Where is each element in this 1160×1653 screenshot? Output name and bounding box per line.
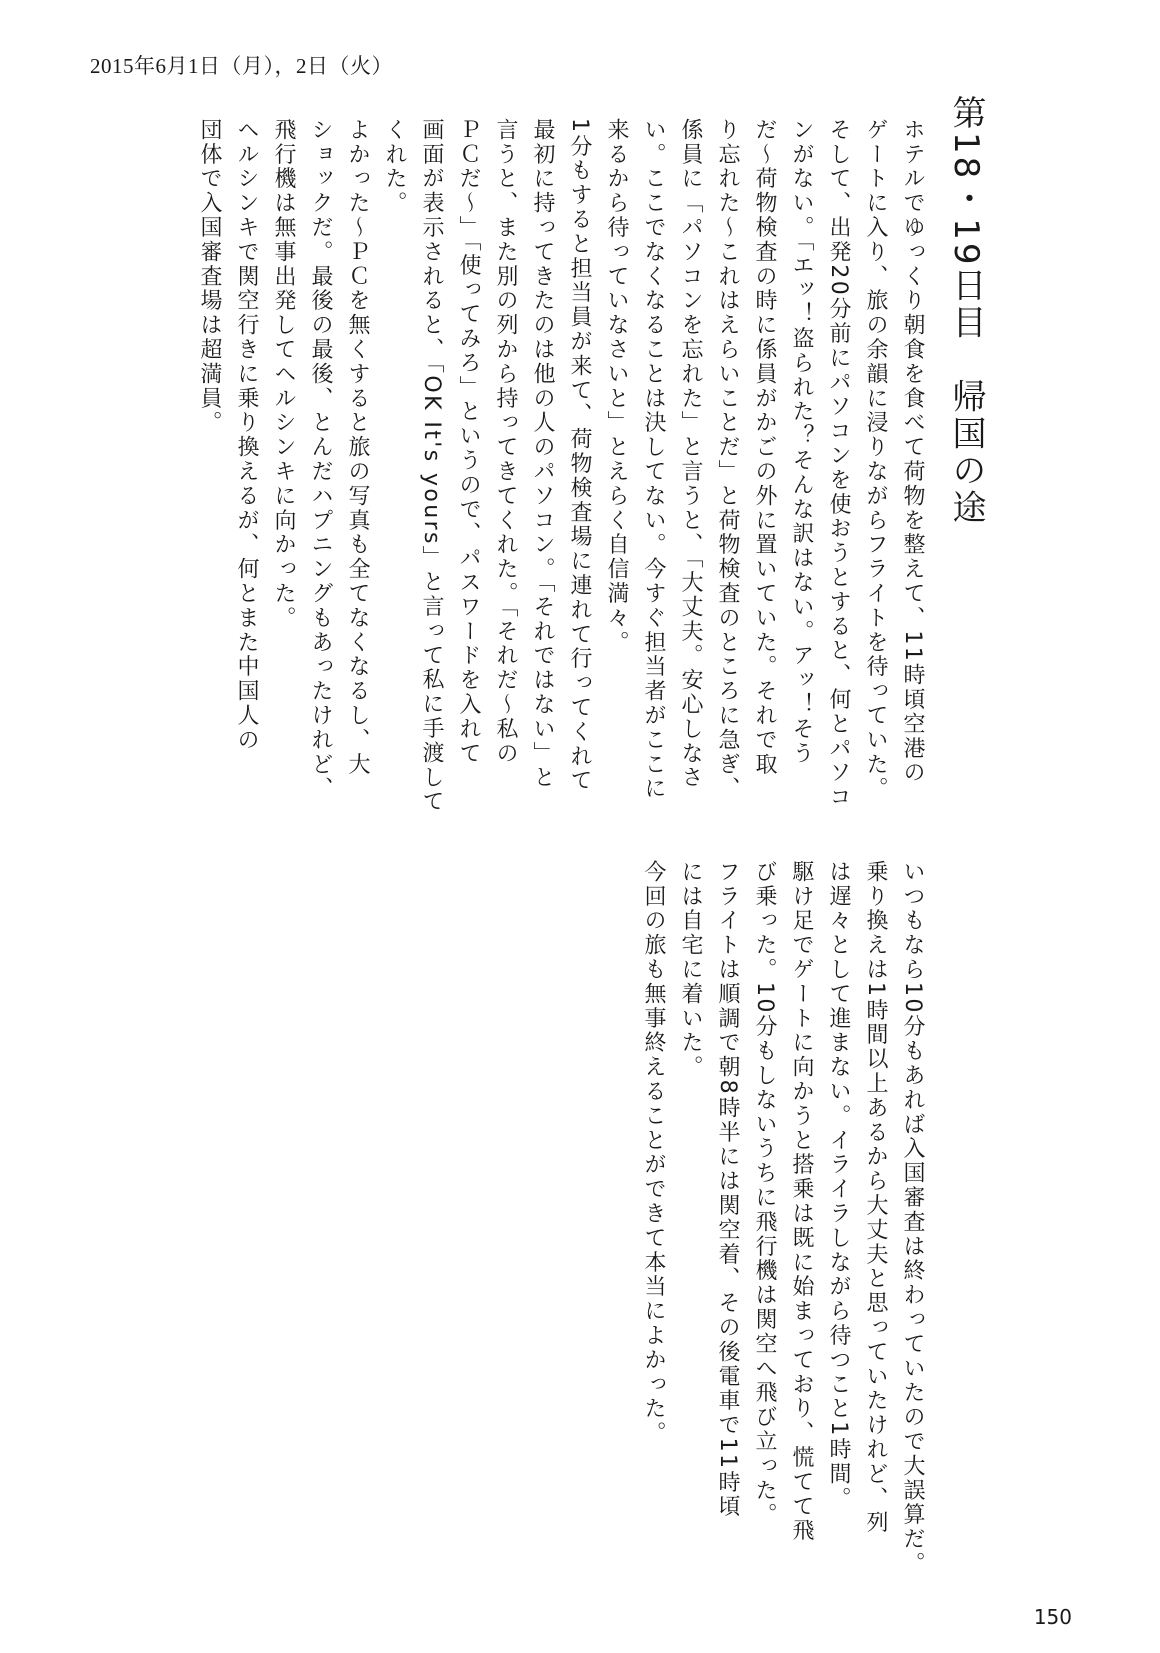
text-line: 画面が表示されると、「OK It's yours」と言って私に手渡して — [419, 118, 444, 815]
text-line: ゲートに入り、旅の余韻に浸りながらフライトを待っていた。 — [863, 118, 888, 802]
date-header: 2015年6月1日（月），2日（火） — [90, 54, 393, 78]
text-line: ホテルでゆっくり朝食を食べて荷物を整えて、11時頃空港の — [900, 118, 925, 786]
text-line: 乗り換えは1時間以上あるから大丈夫と思っていたけれど、列 — [863, 860, 888, 1536]
text-line: 最初に持ってきたのは他の人のパソコン。「それではない」と — [530, 118, 555, 791]
text-line: そして、出発20分前にパソコンを使おうとすると、何とパソコ — [826, 118, 851, 810]
text-line: よかった～ＰＣを無くすると旅の写真も全てなくなるし、大 — [345, 118, 370, 777]
text-line: い。ここでなくなることは決してない。今すぐ担当者がここに — [641, 118, 666, 802]
text-line: 今回の旅も無事終えることができて本当によかった。 — [641, 860, 666, 1446]
text-line: ショックだ。最後の最後、とんだハプニングもあったけれど、 — [308, 118, 333, 802]
text-line: び乗った。10分もしないうちに飛行機は関空へ飛び立った。 — [752, 860, 777, 1528]
text-line: いつもなら10分もあれば入国審査は終わっていたので大誤算だ。 — [900, 860, 925, 1576]
text-line: フライトは順調で朝8時半には関空着、その後電車で11時頃 — [715, 860, 740, 1520]
text-line: 1分もすると担当員が来て、荷物検査場に連れて行ってくれて — [567, 118, 592, 794]
text-line: 来るから待っていなさいと」とえらく自信満々。 — [604, 118, 629, 655]
page-number: 150 — [1033, 1605, 1072, 1629]
text-line: だ～荷物検査の時に係員がかごの外に置いていた。それで取 — [752, 118, 777, 777]
text-line: り忘れた～これはえらいことだ」と荷物検査のところに急ぎ、 — [715, 118, 740, 802]
text-line: 係員に「パソコンを忘れた」と言うと、「大丈夫。安心しなさ — [678, 118, 703, 791]
text-line: 団体で入国審査場は超満員。 — [197, 118, 222, 436]
text-line: 言うと、また別の列から持ってきてくれた。「それだ～私の — [493, 118, 518, 766]
text-line: には自宅に着いた。 — [678, 860, 703, 1080]
text-line: は遅々として進まない。イライラしながら待つこと1時間。 — [826, 860, 851, 1511]
text-line: ヘルシンキで関空行きに乗り換えるが、何とまた中国人の — [234, 118, 259, 753]
text-line: 駆け足でゲートに向かうと搭乗は既に始まっており、慌てて飛 — [789, 860, 814, 1544]
text-line: くれた。 — [382, 118, 407, 216]
chapter-title: 第18・19日目 帰国の途 — [946, 95, 986, 527]
text-line: 飛行機は無事出発してヘルシンキに向かった。 — [271, 118, 296, 631]
text-line: ＰＣだ～」「使ってみろ」というので、パスワードを入れて — [456, 118, 481, 766]
text-line: ンがない。「エッ！盗られた？そんな訳はない。アッ！そう — [789, 118, 814, 766]
upper-text-block — [191, 118, 931, 818]
lower-text-block — [635, 860, 931, 1576]
